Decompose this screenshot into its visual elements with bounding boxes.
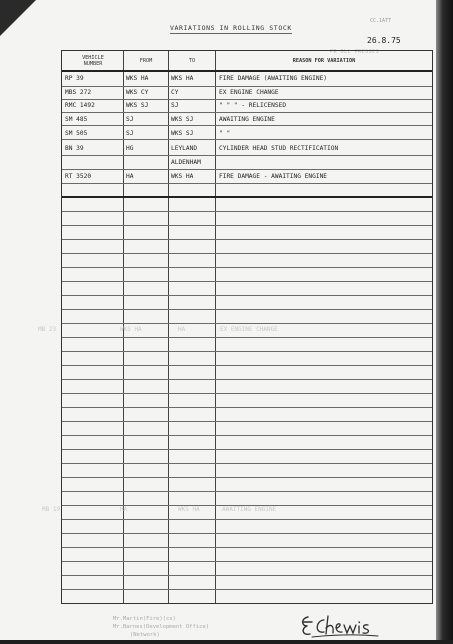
row-6-from: HG [126,145,134,152]
row-3-to: SJ [171,102,179,109]
row-rule [62,589,432,590]
row-rule [62,491,432,492]
header-from: FROM [139,58,153,64]
row-rule [62,155,432,156]
row-4-to: WKS SJ [171,116,194,123]
row-3-vehicle: RMC 1492 [65,102,95,109]
row-4-vehicle: SM 485 [65,116,88,123]
scanner-edge [436,0,453,640]
row-rule [62,561,432,562]
row-rule [62,309,432,310]
bleed-vehicle: MB 19 [42,506,61,513]
row-rule [62,435,432,436]
row-8-reason: FIRE DAMAGE - AWAITING ENGINE [219,173,328,180]
row-5-reason: " " [219,130,231,137]
row-4-from: SJ [126,116,134,123]
row-rule [62,169,432,170]
row-6-to: LEYLAND [171,145,198,152]
header-vehicle-line2: NUMBER [83,61,103,67]
row-rule [62,99,432,100]
row-rule [62,295,432,296]
row-rule [62,379,432,380]
row-rule [62,86,432,87]
signature-icon [298,612,382,640]
row-rule [62,477,432,478]
row-rule [62,267,432,268]
row-rule [62,337,432,338]
folded-corner [0,0,36,36]
row-4-reason: AWAITING ENGINE [219,116,275,123]
row-6-reason: CYLINDER HEAD STUD RECTIFICATION [219,145,339,152]
bleed-from: WKS HA [120,326,142,333]
row-1-from: WKS HA [126,75,149,82]
row-1-to: WKS HA [171,75,194,82]
document-date: 26.8.75 [367,36,401,45]
row-rule [62,323,432,324]
bleed-to: HA [178,326,186,333]
row-5-vehicle: SM 505 [65,130,88,137]
bleed-reason: AWAITING ENGINE [222,506,277,513]
row-rule [62,421,432,422]
row-rule [62,519,432,520]
row-rule [62,463,432,464]
row-rule [62,211,432,212]
row-rule [62,183,432,184]
row-8-from: HA [126,173,134,180]
row-2-reason: EX ENGINE CHANGE [219,89,279,96]
bleed-to: WKS HA [178,506,200,513]
row-rule [62,281,432,282]
header-reason: REASON FOR VARIATION [292,58,356,64]
row-2-to: CY [171,89,179,96]
row-rule [62,125,432,126]
row-1-vehicle: RP 39 [65,75,84,82]
ghost-header-text: PR OLL PRESSES [330,49,380,55]
header-to: TO [188,58,196,64]
row-8-vehicle: RT 3520 [65,173,92,180]
row-6-vehicle: BN 39 [65,145,84,152]
row-3-from: WKS SJ [126,102,149,109]
row-2-vehicle: MBS 272 [65,89,92,96]
row-5-from: SJ [126,130,134,137]
row-7-to: ALDENHAM [171,159,201,166]
distribution-line-1: Mr.Martin(Fire)(cs) [113,616,176,622]
column-divider [215,51,216,603]
row-1-reason: FIRE DAMAGE (AWAITING ENGINE) [219,75,328,82]
document-title: VARIATIONS IN ROLLING STOCK [170,24,292,32]
row-rule [62,253,432,254]
signature [298,612,382,644]
distribution-line-3: (Network) [130,632,160,638]
distribution-line-2: Mr.Barnes(Development Office) [113,624,210,630]
row-rule [62,393,432,394]
column-divider [168,51,169,603]
header-rule [62,70,432,72]
header-vehicle-line1: VEHICLE [82,55,104,61]
row-rule [62,365,432,366]
row-rule [62,239,432,240]
row-5-to: WKS SJ [171,130,194,137]
bleed-from: HA [120,506,128,513]
row-8-to: WKS HA [171,173,194,180]
document-reference: CC.1ATT [370,18,392,24]
row-rule [62,533,432,534]
row-2-from: WKS CY [126,89,149,96]
row-rule [62,139,432,140]
row-rule [62,407,432,408]
row-rule [62,225,432,226]
bleed-vehicle: MB 23 [38,326,57,333]
bleed-reason: EX ENGINE CHANGE [220,326,278,333]
row-rule [62,547,432,548]
row-rule [62,575,432,576]
row-rule [62,196,432,198]
header-vehicle-number [64,55,122,67]
row-rule [62,449,432,450]
row-rule [62,351,432,352]
row-rule [62,112,432,113]
row-3-reason: " " " - RELICENSED [219,102,287,109]
